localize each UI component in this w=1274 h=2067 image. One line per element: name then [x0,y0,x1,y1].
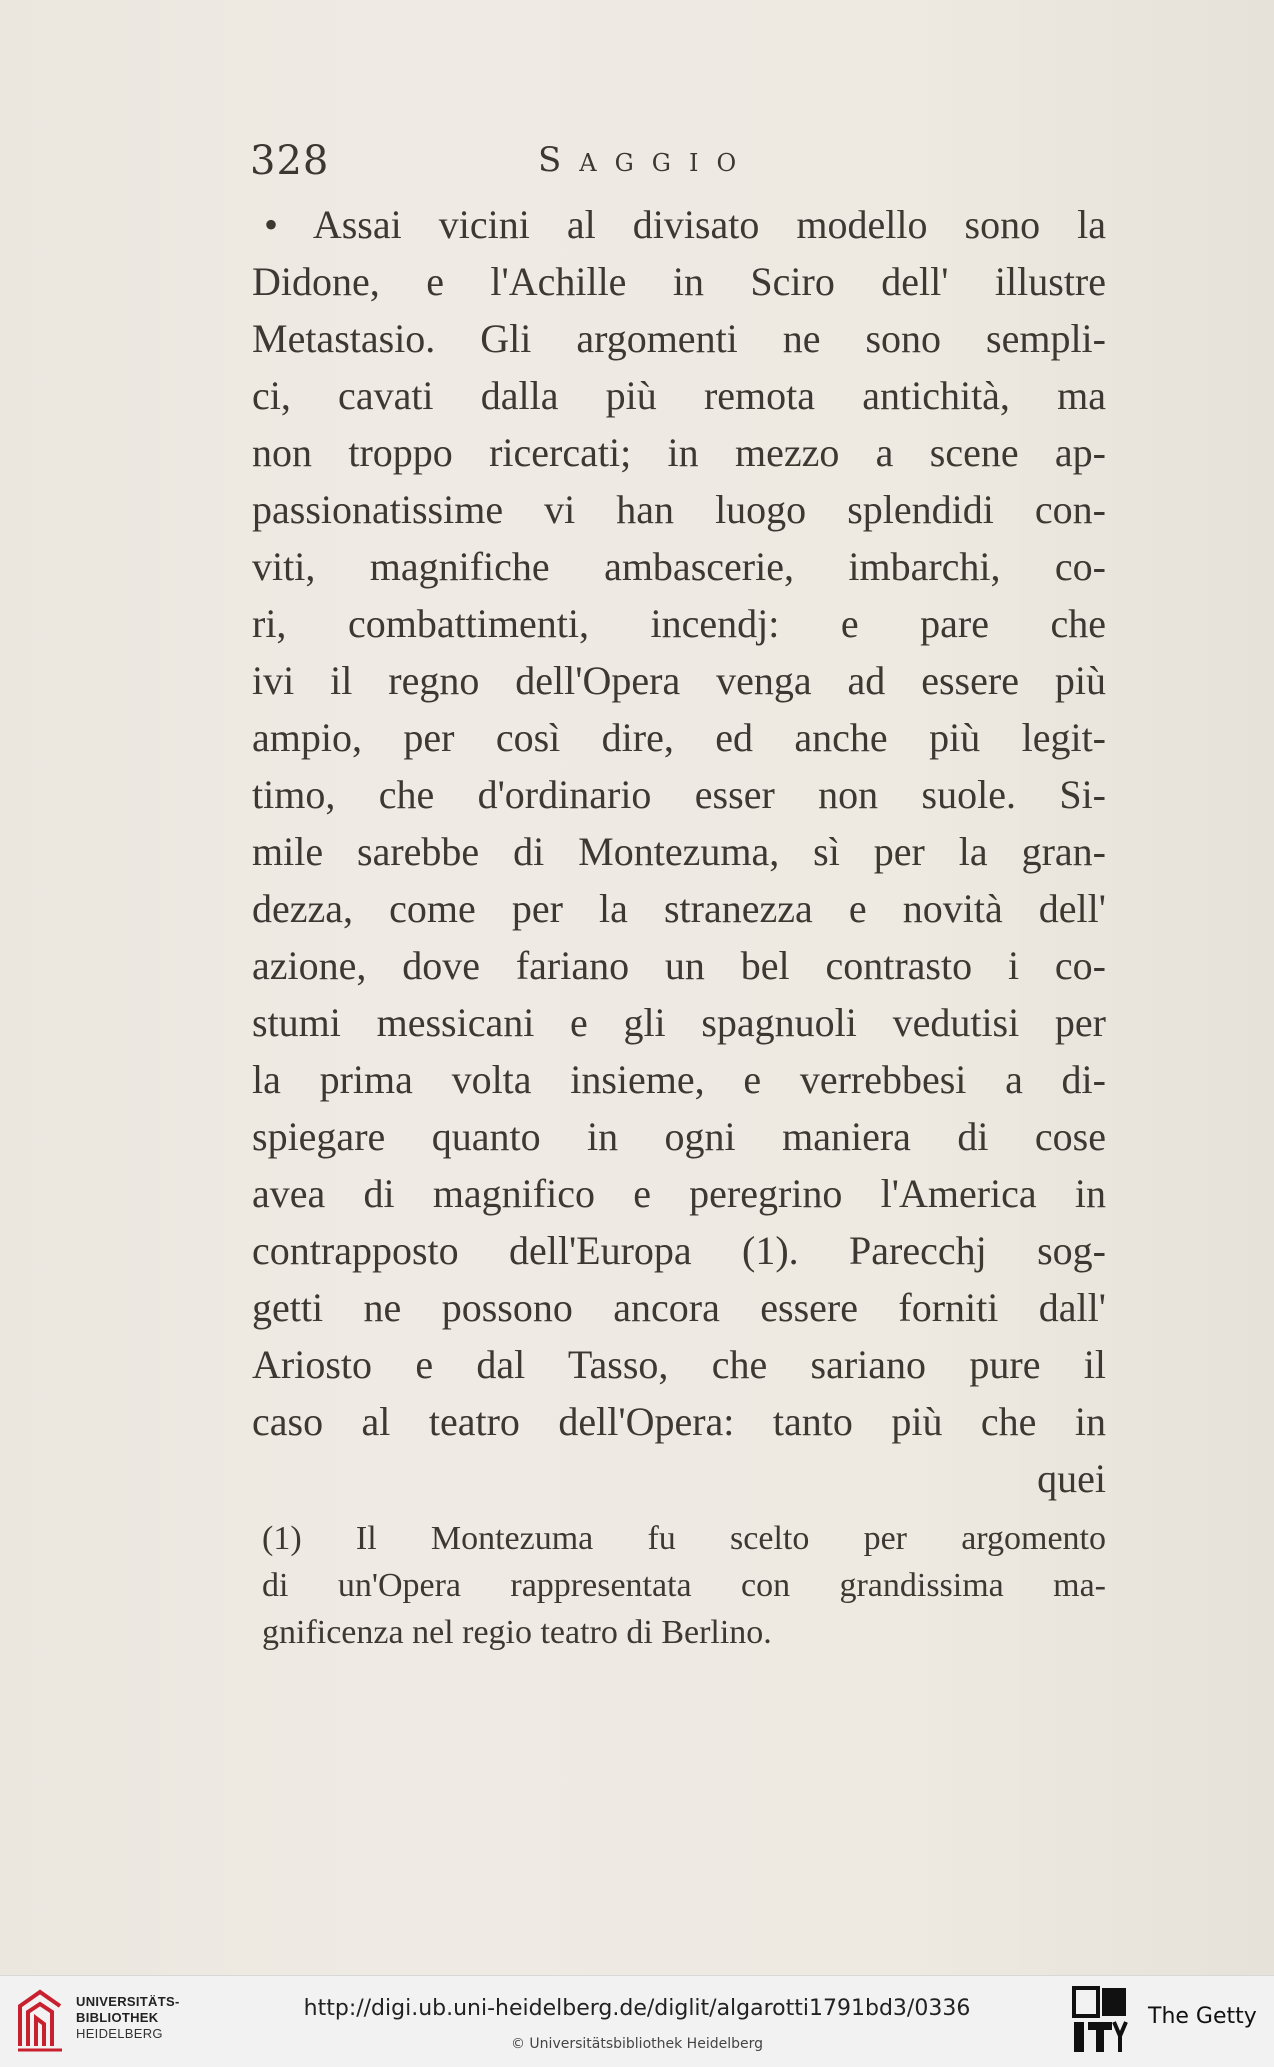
page-number: 328 [250,138,330,184]
footer-bar [0,1975,1274,2067]
text-line: • Assai vicini al divisato modello sono la [264,202,1106,247]
running-title: Saggio [538,140,755,180]
text-line: ivi il regno dell'Opera venga ad essere più [252,658,1106,703]
footnote [262,1515,1106,1656]
text-line: non troppo ricercati; in mezzo a scene ap- [252,430,1106,475]
footnote-line: di un'Opera rappresentata con grandissima ma- [262,1567,1106,1604]
text-line: spiegare quanto in ogni maniera di cose [252,1114,1106,1159]
text-line: la prima volta insieme, e verrebbesi a di- [252,1057,1106,1102]
footnote-line: gnificenza nel regio teatro di Berlino. [262,1614,772,1651]
text-line: stumi messicani e gli spagnuoli vedutisi per [252,1000,1106,1045]
permalink-url[interactable]: http://digi.ub.uni-heidelberg.de/diglit/algarotti1791bd3/0336 [303,1996,971,2021]
text-line: mile sarebbe di Montezuma, sì per la gran- [252,829,1106,874]
text-line: ampio, per così dire, ed anche più legit- [252,715,1106,760]
text-line: ri, combattimenti, incendj: e pare che [252,601,1106,646]
text-line: ci, cavati dalla più remota antichità, ma [252,373,1106,418]
text-line: viti, magnifiche ambascerie, imbarchi, co- [252,544,1106,589]
getty-logo-icon [1072,1986,1128,2056]
copyright-notice: © Universitätsbibliothek Heidelberg [510,2036,763,2052]
footnote-line: (1) Il Montezuma fu scelto per argomento [262,1520,1106,1557]
text-line: dezza, come per la stranezza e novità dell' [252,886,1106,931]
library-name-line: BIBLIOTHEK [76,2010,159,2025]
running-head [250,138,1110,188]
catchword: quei [1037,1456,1106,1501]
body-text [252,196,1106,1507]
text-line: azione, dove fariano un bel contrasto i co- [252,943,1106,988]
text-line: timo, che d'ordinario esser non suole. Si- [252,772,1106,817]
text-line: caso al teatro dell'Opera: tanto più che in [252,1399,1106,1444]
text-line: Ariosto e dal Tasso, che sariano pure il [252,1342,1106,1387]
library-name-line: UNIVERSITÄTS- [76,1994,180,2009]
text-line: contrapposto dell'Europa (1). Parecchj sog- [252,1228,1106,1273]
text-line: passionatissime vi han luogo splendidi con- [252,487,1106,532]
getty-name: The Getty [1148,2004,1257,2029]
text-line: avea di magnifico e peregrino l'America in [252,1171,1106,1216]
text-line: getti ne possono ancora essere forniti dall' [252,1285,1106,1330]
text-line: Didone, e l'Achille in Sciro dell' illustre [252,259,1106,304]
text-line: Metastasio. Gli argomenti ne sono sempli- [252,316,1106,361]
library-name-line: HEIDELBERG [76,2026,163,2041]
